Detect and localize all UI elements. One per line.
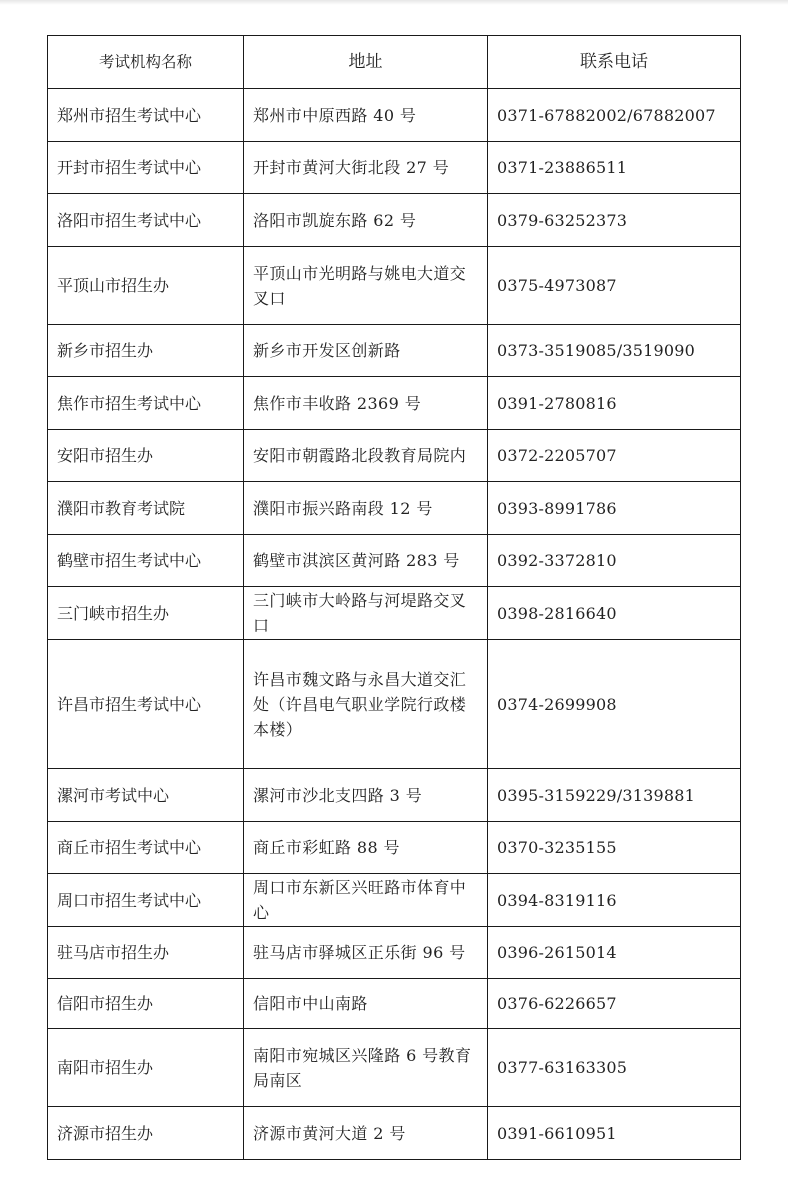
address-cell: 濮阳市振兴路南段 12 号 [244, 482, 488, 535]
address-cell: 开封市黄河大街北段 27 号 [244, 142, 488, 194]
agency-name-cell: 开封市招生考试中心 [48, 142, 244, 194]
phone-cell: 0379-63252373 [488, 194, 741, 247]
phone-cell: 0393-8991786 [488, 482, 741, 535]
phone-cell: 0392-3372810 [488, 535, 741, 587]
table-row [48, 769, 741, 822]
address-cell: 平顶山市光明路与姚电大道交叉口 [244, 247, 488, 325]
phone-cell: 0376-6226657 [488, 979, 741, 1029]
address-cell: 商丘市彩虹路 88 号 [244, 822, 488, 874]
phone-cell: 0371-67882002/67882007 [488, 89, 741, 142]
header-phone: 联系电话 [488, 36, 741, 89]
table-row [48, 640, 741, 769]
table-row [48, 979, 741, 1029]
agency-name-cell: 济源市招生办 [48, 1107, 244, 1160]
table-row [48, 377, 741, 430]
agency-name-cell: 商丘市招生考试中心 [48, 822, 244, 874]
phone-cell: 0391-2780816 [488, 377, 741, 430]
table-row [48, 247, 741, 325]
phone-cell: 0372-2205707 [488, 430, 741, 482]
table-header-row [48, 36, 741, 89]
agency-name-cell: 驻马店市招生办 [48, 927, 244, 979]
address-cell: 鹤壁市淇滨区黄河路 283 号 [244, 535, 488, 587]
agency-name-cell: 新乡市招生办 [48, 325, 244, 377]
agency-name-cell: 郑州市招生考试中心 [48, 89, 244, 142]
phone-cell: 0375-4973087 [488, 247, 741, 325]
table-row [48, 535, 741, 587]
address-cell: 济源市黄河大道 2 号 [244, 1107, 488, 1160]
agency-name-cell: 周口市招生考试中心 [48, 874, 244, 927]
phone-cell: 0377-63163305 [488, 1029, 741, 1107]
table-row [48, 89, 741, 142]
table-row [48, 430, 741, 482]
phone-cell: 0371-23886511 [488, 142, 741, 194]
agency-name-cell: 安阳市招生办 [48, 430, 244, 482]
phone-cell: 0394-8319116 [488, 874, 741, 927]
agency-name-cell: 三门峡市招生办 [48, 587, 244, 640]
exam-agency-contact-table [47, 35, 741, 1160]
table-row [48, 1029, 741, 1107]
address-cell: 焦作市丰收路 2369 号 [244, 377, 488, 430]
phone-cell: 0391-6610951 [488, 1107, 741, 1160]
agency-name-cell: 信阳市招生办 [48, 979, 244, 1029]
table-row [48, 194, 741, 247]
agency-name-cell: 洛阳市招生考试中心 [48, 194, 244, 247]
address-cell: 漯河市沙北支四路 3 号 [244, 769, 488, 822]
address-cell: 洛阳市凯旋东路 62 号 [244, 194, 488, 247]
address-cell: 安阳市朝霞路北段教育局院内 [244, 430, 488, 482]
header-address: 地址 [244, 36, 488, 89]
phone-cell: 0396-2615014 [488, 927, 741, 979]
agency-name-cell: 南阳市招生办 [48, 1029, 244, 1107]
header-agency-name: 考试机构名称 [48, 36, 244, 89]
agency-name-cell: 平顶山市招生办 [48, 247, 244, 325]
table-row [48, 587, 741, 640]
table-row [48, 482, 741, 535]
table-row [48, 325, 741, 377]
address-cell: 三门峡市大岭路与河堤路交叉口 [244, 587, 488, 640]
address-cell: 南阳市宛城区兴隆路 6 号教育局南区 [244, 1029, 488, 1107]
phone-cell: 0398-2816640 [488, 587, 741, 640]
phone-cell: 0373-3519085/3519090 [488, 325, 741, 377]
table-row [48, 822, 741, 874]
address-cell: 郑州市中原西路 40 号 [244, 89, 488, 142]
address-cell: 驻马店市驿城区正乐街 96 号 [244, 927, 488, 979]
address-cell: 信阳市中山南路 [244, 979, 488, 1029]
table-row [48, 927, 741, 979]
agency-name-cell: 许昌市招生考试中心 [48, 640, 244, 769]
address-cell: 许昌市魏文路与永昌大道交汇处（许昌电气职业学院行政楼本楼） [244, 640, 488, 769]
page-top-shadow [0, 0, 788, 5]
agency-name-cell: 濮阳市教育考试院 [48, 482, 244, 535]
phone-cell: 0395-3159229/3139881 [488, 769, 741, 822]
agency-name-cell: 鹤壁市招生考试中心 [48, 535, 244, 587]
agency-name-cell: 漯河市考试中心 [48, 769, 244, 822]
phone-cell: 0374-2699908 [488, 640, 741, 769]
table-row [48, 1107, 741, 1160]
table-row [48, 142, 741, 194]
agency-name-cell: 焦作市招生考试中心 [48, 377, 244, 430]
address-cell: 周口市东新区兴旺路市体育中心 [244, 874, 488, 927]
address-cell: 新乡市开发区创新路 [244, 325, 488, 377]
table-row [48, 874, 741, 927]
phone-cell: 0370-3235155 [488, 822, 741, 874]
